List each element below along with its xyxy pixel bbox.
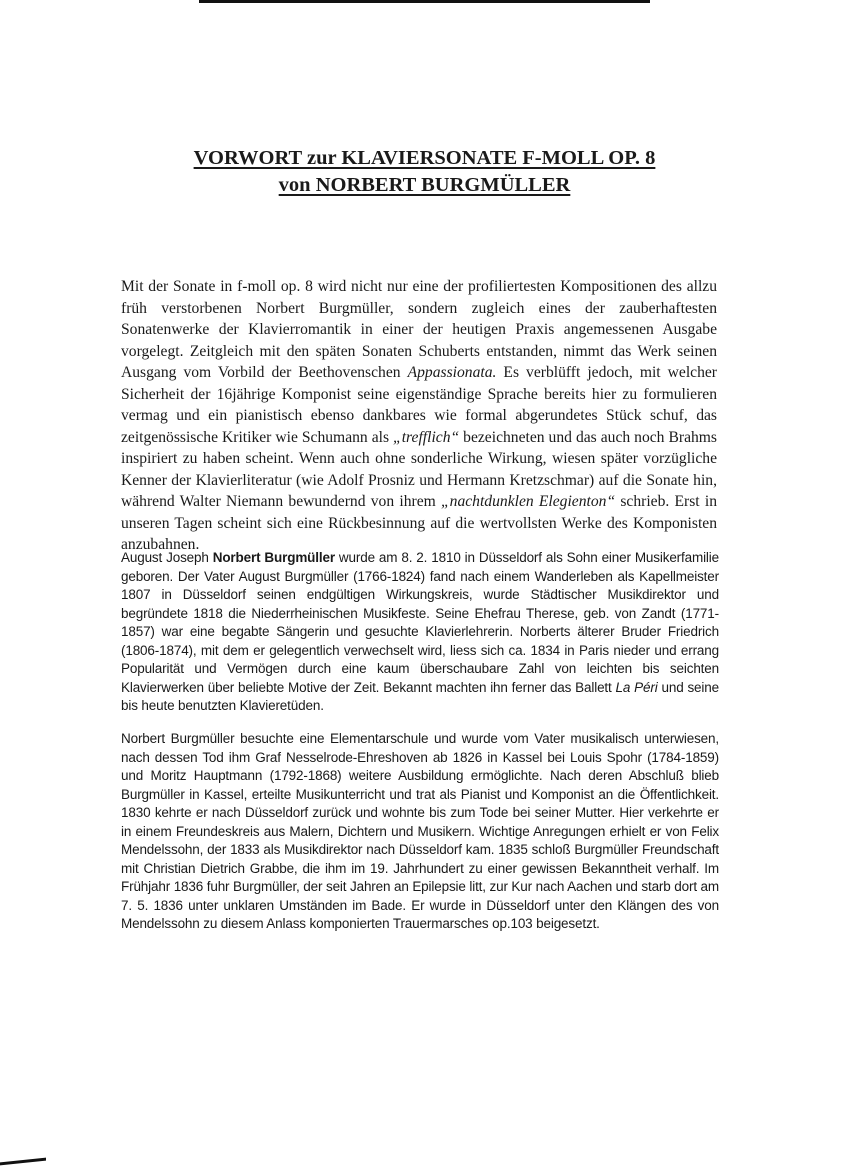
lead-text-4: schrieb. Erst in unseren Tagen scheint sich eine Rückbesinnung auf die wertvollsten Werke des Komponisten anzubahnen. — [121, 493, 718, 553]
lead-quote-nachtdunklen: „nachtdunklen Elegienton“ — [440, 493, 616, 510]
bio1-name: Norbert Burgmüller — [212, 550, 335, 565]
bio1-text-2: wurde am 8. 2. 1810 in Düsseldorf als Sohn einer Musikerfamilie geboren. Der Vater August Burgmüller (1766-1824) fand nach einem Wanderleben als Kapellmeister 1807 in Düsseldorf seinen endgültigen Wirkungskreis, wurde Städtischer Musikdirektor und begründete 1818 die Niederrheinischen Musikfeste. Seine Ehefrau Therese, geb. von Zandt (1771-1857) war eine begabte Sängerin und gesuchte Klavierlehrerin. Norberts älterer Bruder Friedrich (1806-1874), mit dem er gelegentlich verwechselt wird, liess sich ca. 1834 in Paris nieder und errang Popularität und Vermögen durch eine kaum überschaubare Zahl von leichten bis seichten Klavierwerken über beliebte Motive der Zeit. Bekannt machten ihn ferner das Ballett — [121, 550, 719, 695]
page-title — [0, 145, 849, 199]
lead-text-3: bezeichneten und das auch noch Brahms inspiriert zu haben scheint. Wenn auch ohne sonderliche Wirkung, wiesen später vorzügliche Kenner der Klavierliteratur (wie Adolf Prosniz und Hermann Kretzschmar) auf die Sonate hin, während Walter Niemann bewundernd von ihrem — [121, 428, 717, 510]
title-line-1: VORWORT zur KLAVIERSONATE F-MOLL OP. 8 — [193, 147, 656, 169]
lead-paragraph — [121, 276, 717, 556]
biography-paragraph-1 — [121, 549, 719, 716]
lead-text-1: Mit der Sonate in f-moll op. 8 wird nicht nur eine der profiliertesten Kompositionen des allzu früh verstorbenen Norbert Burgmüller, sondern zugleich eines der zauberhaftesten Sonatenwerke der Klavierromantik in einer der heutigen Praxis angemessenen Ausgabe vorgelegt. Zeitgleich mit den späten Sonaten Schuberts entstanden, nimmt das Werk seinen Ausgang vom Vorbild der Beethovenschen — [121, 278, 717, 381]
scan-corner-mark — [0, 1158, 46, 1166]
bio1-text-1: August Joseph — [121, 550, 213, 565]
biography-paragraph-2: Norbert Burgmüller besuchte eine Elementarschule und wurde vom Vater musikalisch unterwiesen, nach dessen Tod ihm Graf Nesselrode-Ehreshoven ab 1826 in Kassel bei Louis Spohr (1784-1859) und Moritz Hauptmann (1792-1868) weitere Ausbildung ermöglichte. Nach deren Abschluß blieb Burgmüller in Kassel, erteilte Musikunterricht und trat als Pianist und Komponist an die Öffentlichkeit. 1830 kehrte er nach Düsseldorf zurück und wohnte bis zum Tode bei seiner Mutter. Hier verkehrte er in einem Freundeskreis aus Malern, Dichtern und Musikern. Wichtige Anregungen erhielt er von Felix Mendelssohn, der 1833 als Musikdirektor nach Düsseldorf kam. 1835 schloß Burgmüller Freundschaft mit Christian Dietrich Grabbe, die ihm im 19. Jahrhundert zu einer gewissen Bekanntheit verhalf. Im Frühjahr 1836 fuhr Burgmüller, der seit Jahren an Epilepsie litt, zur Kur nach Aachen und starb dort am 7. 5. 1836 unter unklaren Umständen im Bade. Er wurde in Düsseldorf unter den Klängen des von Mendelssohn zu diesem Anlass komponierten Trauermarsches op.103 beigesetzt. — [121, 731, 719, 931]
title-line-2: von NORBERT BURGMÜLLER — [278, 174, 571, 196]
bio1-text-3: und seine bis heute benutzten Klavieretüden. — [121, 679, 719, 713]
lead-appassionata: Appassionata. — [407, 364, 497, 381]
lead-quote-trefflich: „trefflich“ — [393, 428, 460, 446]
bio1-la-peri: La Péri — [615, 679, 658, 695]
lead-text-2: Es verblüfft jedoch, mit welcher Sicherheit der 16jährige Komponist seine eigenständige Sprache bereits hier zu formulieren vermag und ein pianistisch ebenso dankbares wie formal abgerundetes Stück schuf, das zeitgenössische Kritiker wie Schumann als — [121, 364, 717, 446]
top-rule-divider — [199, 0, 650, 3]
